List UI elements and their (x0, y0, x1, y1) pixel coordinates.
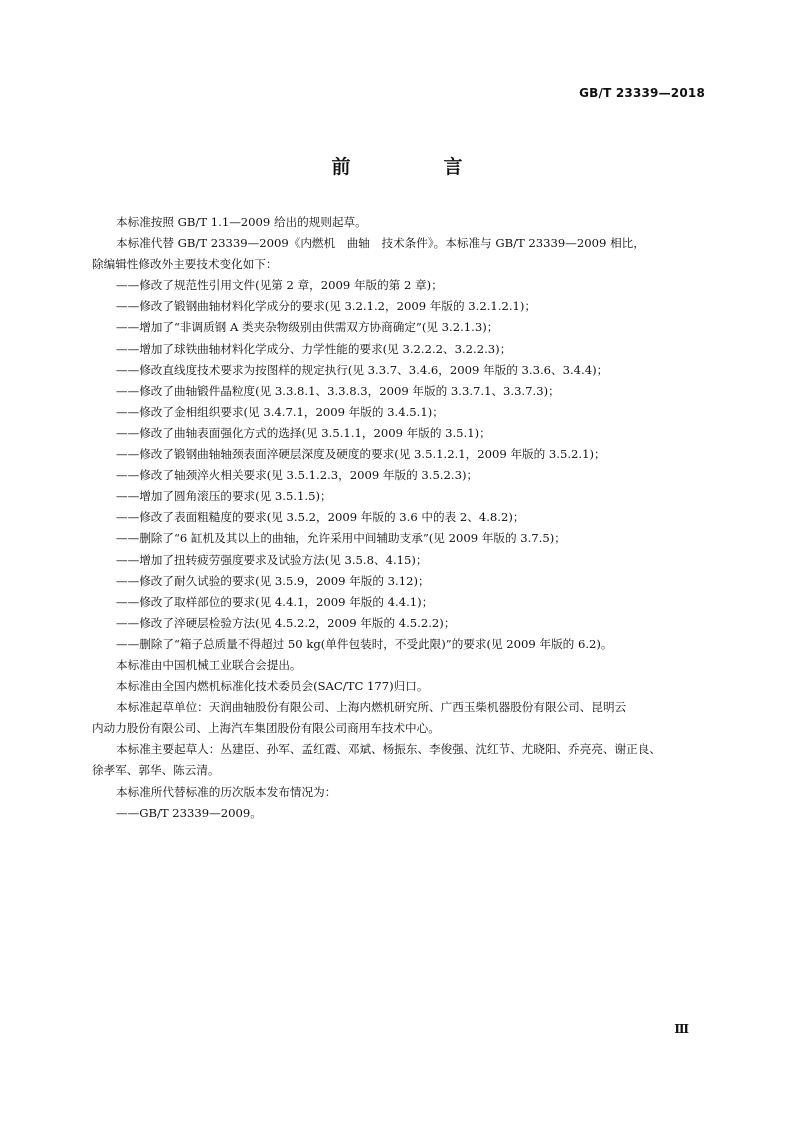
foreword-body (92, 212, 704, 824)
page-number: Ⅲ (674, 1022, 688, 1036)
change-list-item: ——修改了淬硬层检验方法(见 4.5.2.2，2009 年版的 4.5.2.2)； (116, 615, 456, 630)
change-list-item: ——增加了“非调质钢 A 类夹杂物级别由供需双方协商确定”(见 3.2.1.3)； (116, 320, 499, 335)
paragraph-line: 本标准起草单位：天润曲轴股份有限公司、上海内燃机研究所、广西玉柴机器股份有限公司、昆明云 (116, 700, 627, 715)
change-list-item: ——修改了表面粗糙度的要求(见 3.5.2，2009 年版的 3.6 中的表 2、4.8.2)； (116, 510, 525, 525)
change-list-item: ——修改直线度技术要求为按图样的规定执行(见 3.3.7、3.4.6，2009 年版的 3.3.6、3.4.4)； (116, 362, 609, 377)
paragraph-line: 本标准代替 GB/T 23339—2009《内燃机 曲轴 技术条件》。本标准与 GB/T 23339—2009 相比， (116, 236, 645, 251)
paragraph-line: 除编辑性修改外主要技术变化如下： (92, 257, 278, 272)
standard-code: GB/T 23339—2018 (579, 86, 705, 100)
paragraph-line: 内动力股份有限公司、上海汽车集团股份有限公司商用车技术中心。 (92, 721, 440, 736)
change-list-item: ——修改了规范性引用文件(见第 2 章，2009 年版的第 2 章)； (116, 278, 443, 293)
change-list-item: ——修改了金相组织要求(见 3.4.7.1，2009 年版的 3.4.5.1)； (116, 404, 444, 419)
paragraph-line: 徐孝军、郭华、陈云清。 (92, 763, 220, 778)
change-list-item: ——修改了锻钢曲轴轴颈表面淬硬层深度及硬度的要求(见 3.5.1.2.1，2009 年版的 3.5.2.1)； (116, 447, 606, 462)
change-list-item: ——增加了球铁曲轴材料化学成分、力学性能的要求(见 3.2.2.2、3.2.2.3)； (116, 341, 512, 356)
change-list-item: ——增加了圆角滚压的要求(见 3.5.1.5)； (116, 489, 332, 504)
change-list-item: ——修改了曲轴表面强化方式的选择(见 3.5.1.1，2009 年版的 3.5.1)； (116, 425, 491, 440)
paragraph-line: 本标准所代替标准的历次版本发布情况为： (116, 784, 337, 799)
change-list-item: ——修改了曲轴锻件晶粒度(见 3.3.8.1、3.3.8.3，2009 年版的 3.3.7.1、3.3.7.3)； (116, 383, 560, 398)
paragraph-line: 本标准按照 GB/T 1.1—2009 给出的规则起草。 (116, 215, 367, 229)
change-list-item: ——删除了“6 缸机及其以上的曲轴，允许采用中间辅助支承”(见 2009 年版的 3.7.5)； (116, 531, 566, 546)
change-list-item: ——增加了扭转疲劳强度要求及试验方法(见 3.5.8、4.15)； (116, 552, 428, 567)
paragraph-line: 本标准由中国机械工业联合会提出。 (116, 657, 302, 672)
paragraph-line: 本标准由全国内燃机标准化技术委员会(SAC/TC 177)归口。 (116, 679, 429, 694)
change-list-item: ——修改了取样部位的要求(见 4.4.1，2009 年版的 4.4.1)； (116, 594, 434, 609)
page-title: 前 言 (331, 156, 500, 178)
change-list-item: ——GB/T 23339—2009。 (116, 805, 262, 820)
paragraph-line: 本标准主要起草人：丛建臣、孙军、孟红霞、邓斌、杨振东、李俊强、沈红节、尤晓阳、乔亮亮、谢正良、 (116, 742, 661, 757)
change-list-item: ——修改了轴颈淬火相关要求(见 3.5.1.2.3，2009 年版的 3.5.2.3)； (116, 468, 479, 483)
change-list-item: ——修改了锻钢曲轴材料化学成分的要求(见 3.2.1.2，2009 年版的 3.2.1.2.1)； (116, 299, 537, 314)
change-list-item: ——修改了耐久试验的要求(见 3.5.9，2009 年版的 3.12)； (116, 573, 430, 588)
change-list-item: ——删除了“箱子总质量不得超过 50 kg(单件包装时，不受此限)”的要求(见 2009 年版的 6.2)。 (116, 636, 613, 651)
